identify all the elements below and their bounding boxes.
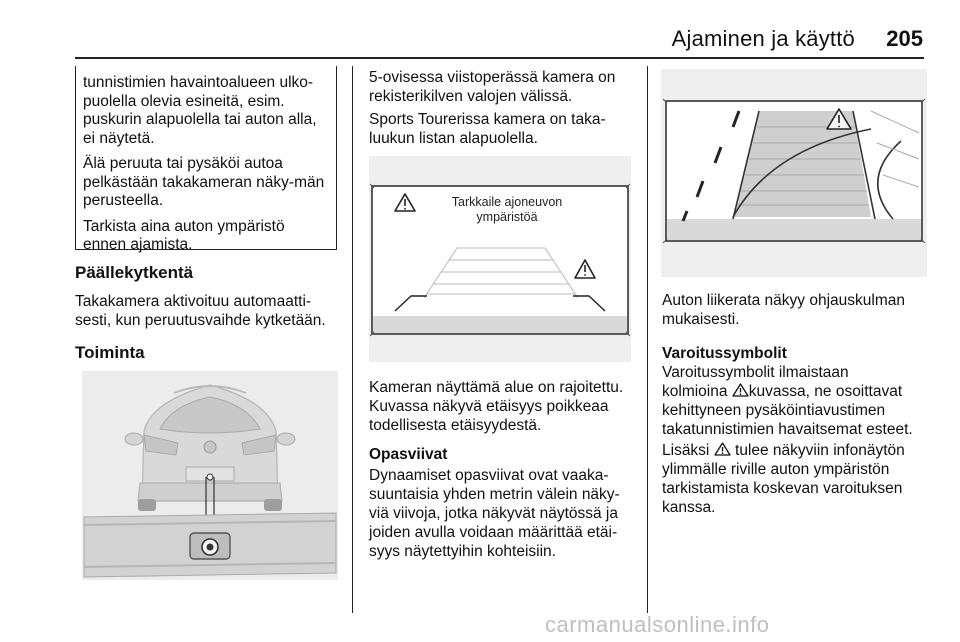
watermark: carmanualsonline.info [545,612,770,637]
paragraph-sports-tourer: Sports Tourerissa kamera on taka-luukun listan alapuolella. [369,111,606,147]
paragraph-trajectory: Auton liikerata näkyy ohjauskulman mukaisesti. [662,292,905,328]
car-rear-camera-illustration [82,371,338,580]
trajectory-display-illustration [661,69,927,277]
screen-warning-line1: Tarkkaile ajoneuvon [451,195,563,209]
camera-display-illustration [369,156,631,362]
heading-function: Toiminta [75,343,145,362]
warning-box [75,66,337,253]
screen-warning-line2: ympäristöä [476,210,538,224]
warning-symbols-line1: Varoitussymbolit ilmaistaan [662,364,849,381]
page-number: 205 [886,26,923,51]
paragraph-switch-on: Takakamera aktivoituu automaatti-sesti, kun peruutusvaihde kytketään. [75,293,326,329]
warning-triangle-icon [732,383,749,397]
box-paragraph-3: Tarkista aina auton ympäristö ennen ajamista. [83,217,285,253]
paragraph-display-area: Kameran näyttämä alue on rajoitettu. Kuvassa näkyvä etäisyys poikkeaa todellisesta etäisyydestä. [369,379,624,434]
paragraph-info-display [662,441,934,517]
warning-symbols-post: kuvassa, ne osoittavat kehittyneen pysäköintiavustimen takatunnistimien havaitsemat esteet. [662,383,913,438]
warning-triangle-icon [714,442,731,456]
header-title: Ajaminen ja käyttö [671,26,855,51]
paragraph-hatchback: 5-ovisessa viistoperässä kamera on rekisterikilven valojen välissä. [369,69,616,105]
column-divider-1 [352,66,353,613]
header-rule [75,57,924,59]
heading-switch-on: Päällekytkentä [75,263,194,282]
box-paragraph-2: Älä peruuta tai pysäköi autoa pelkästään takakameran näky-män perusteella. [83,155,325,209]
paragraph-guide-lines: Dynaamiset opasviivat ovat vaaka-suuntaisia yhden metrin välein näky-viä viivoja, jotka näkyvät näytössä ja joiden avulla voidaan määrittää etäi-syys näytettyihin kohteisiin. [369,467,620,560]
column-divider-2 [647,66,648,613]
heading-warning-symbols: Varoitussymbolit [662,345,787,362]
warning-symbols-pre: kolmioina [662,383,728,400]
heading-guide-lines: Opasviivat [369,446,448,463]
paragraph-warning-symbols [662,363,934,439]
info-display-post: tulee näkyviin infonäytön ylimmälle riville auton ympäristön tarkistamista koskevan varoituksen kanssa. [662,442,905,516]
info-display-pre: Lisäksi [662,442,710,459]
box-paragraph-1: tunnistimien havaintoalueen ulko-puolella olevia esineitä, esim. puskurin alapuolella tai auton alla, ei näytetä. [83,74,317,147]
